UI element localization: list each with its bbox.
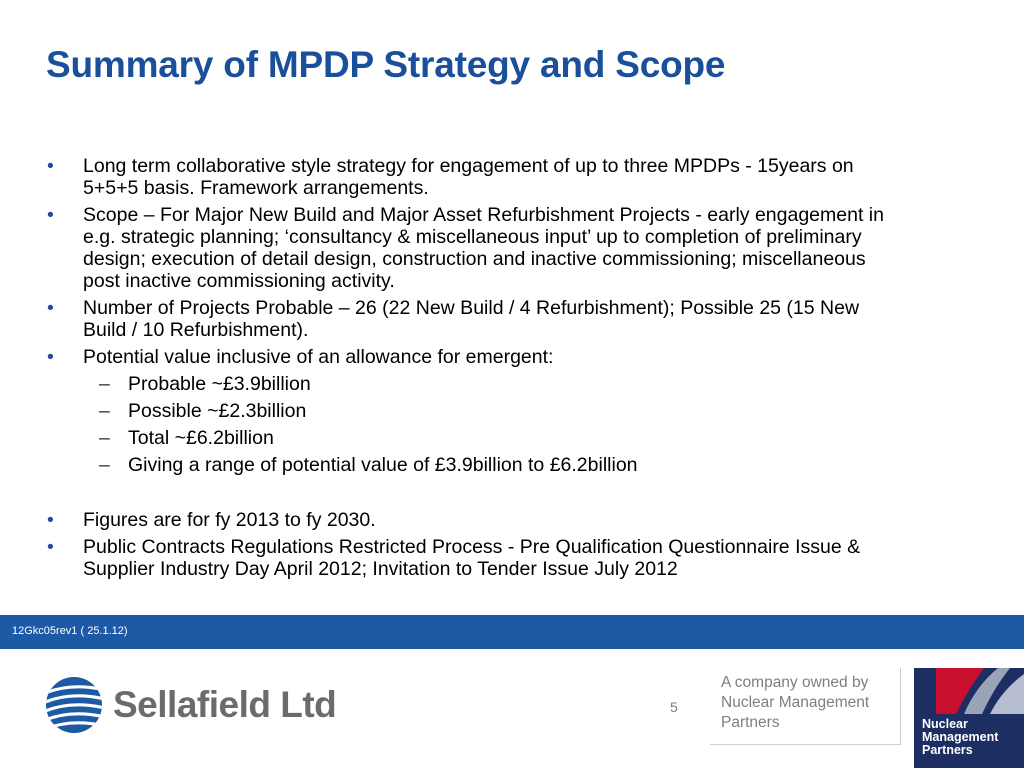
bullet-item bbox=[47, 155, 907, 199]
sub-bullet-item bbox=[47, 373, 907, 395]
bullet-item bbox=[47, 536, 907, 580]
bullet-glyph: • bbox=[47, 346, 54, 368]
document-code: 12Gkc05rev1 ( 25.1.12) bbox=[12, 625, 128, 637]
bullet-glyph: • bbox=[47, 204, 54, 226]
sub-bullet-glyph: – bbox=[99, 400, 110, 422]
sub-bullet-text: Probable ~£3.9billion bbox=[128, 373, 311, 395]
sub-bullet-item bbox=[47, 454, 907, 476]
bullet-item bbox=[47, 204, 907, 292]
nmp-logo-line: Partners bbox=[922, 743, 973, 757]
bullet-text: Number of Projects Probable – 26 (22 New Build / 4 Refurbishment); Possible 25 (15 New Build / 10 Refurbishment). bbox=[83, 297, 860, 341]
bullet-text: Scope – For Major New Build and Major Asset Refurbishment Projects - early engagement in e.g. strategic planning; ‘consultancy & miscellaneous input’ up to completion of preliminary design; execution of detail design, construction and inactive commissioning; miscellaneous post inactive commissioning activity. bbox=[83, 204, 884, 292]
nmp-logo-line: Nuclear bbox=[922, 717, 968, 731]
ownership-line: A company owned by bbox=[721, 674, 869, 691]
footer-bar bbox=[0, 615, 1024, 649]
bullet-glyph: • bbox=[47, 536, 54, 558]
sub-bullet-item bbox=[47, 427, 907, 449]
bullet-item bbox=[47, 346, 907, 368]
bullet-text: Figures are for fy 2013 to fy 2030. bbox=[83, 509, 376, 531]
bullet-list bbox=[47, 155, 907, 585]
spacer bbox=[47, 481, 907, 509]
slide-title: Summary of MPDP Strategy and Scope bbox=[46, 44, 726, 85]
sub-bullet-glyph: – bbox=[99, 427, 110, 449]
nmp-logo-line: Management bbox=[922, 730, 999, 744]
page-number: 5 bbox=[670, 699, 678, 715]
ownership-note bbox=[710, 668, 901, 745]
sub-bullet-glyph: – bbox=[99, 373, 110, 395]
sellafield-globe-icon bbox=[45, 676, 107, 736]
bullet-glyph: • bbox=[47, 155, 54, 177]
sub-bullet-text: Total ~£6.2billion bbox=[128, 427, 274, 449]
bullet-item bbox=[47, 297, 907, 341]
bullet-text: Public Contracts Regulations Restricted Process - Pre Qualification Questionnaire Issue & Supplier Industry Day April 2012; Invitation to Tender Issue July 2012 bbox=[83, 536, 861, 580]
sellafield-logo-text: Sellafield Ltd bbox=[113, 684, 337, 725]
ownership-text bbox=[721, 673, 869, 733]
bullet-glyph: • bbox=[47, 297, 54, 319]
sellafield-logo bbox=[45, 676, 345, 736]
bullet-text: Potential value inclusive of an allowance for emergent: bbox=[83, 346, 554, 368]
bullet-glyph: • bbox=[47, 509, 54, 531]
sub-bullet-item bbox=[47, 400, 907, 422]
ownership-line: Partners bbox=[721, 714, 780, 731]
sub-bullet-text: Possible ~£2.3billion bbox=[128, 400, 307, 422]
ownership-line: Nuclear Management bbox=[721, 694, 870, 711]
sub-bullet-text: Giving a range of potential value of £3.9billion to £6.2billion bbox=[128, 454, 638, 476]
bullet-text: Long term collaborative style strategy for engagement of up to three MPDPs - 15years on 5+5+5 basis. Framework arrangements. bbox=[83, 155, 854, 199]
sub-bullet-glyph: – bbox=[99, 454, 110, 476]
nmp-logo-text bbox=[922, 718, 998, 757]
nmp-logo bbox=[914, 668, 1024, 768]
bullet-item bbox=[47, 509, 907, 531]
